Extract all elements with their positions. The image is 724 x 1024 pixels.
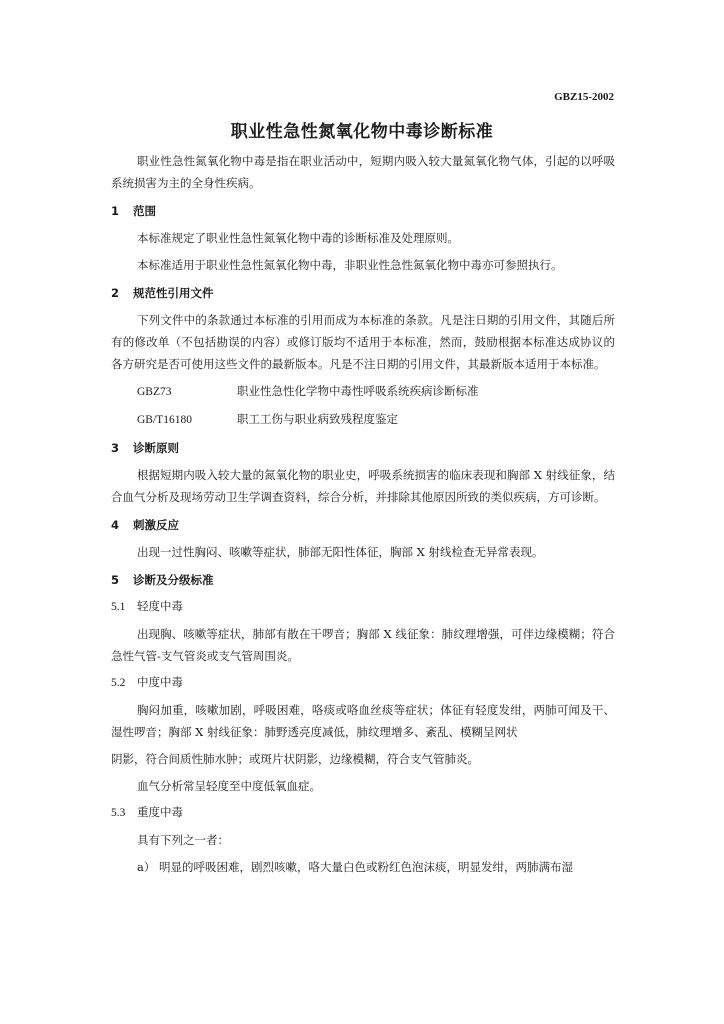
- section-number: 4: [111, 518, 120, 532]
- section-number: 5: [111, 573, 120, 587]
- subsection-title: 轻度中毒: [137, 599, 183, 613]
- section-5-heading: [111, 569, 615, 591]
- section-number: 3: [111, 441, 120, 455]
- section-1-paragraph-1: 本标准规定了职业性急性氮氧化物中毒的诊断标准及处理原则。: [137, 231, 459, 245]
- section-3-heading: [111, 437, 615, 459]
- subsection-5-2-paragraph-3: 血气分析常呈轻度至中度低氧血症。: [137, 779, 321, 793]
- section-4-paragraph-1: 出现一过性胸闷、咳嗽等症状，肺部无阳性体征，胸部 X 射线检查无异常表现。: [137, 545, 544, 559]
- reference-row: [111, 408, 615, 431]
- subsection-5-3-heading: [111, 801, 615, 824]
- page-title: 职业性急性氮氧化物中毒诊断标准: [230, 122, 494, 142]
- subsection-title: 中度中毒: [137, 675, 183, 689]
- section-2-paragraph-1: 下列文件中的条款通过本标准的引用而成为本标准的条款。凡是注日期的引用文件，其随后所有的修改单（不包括勘误的内容）或修订版均不适用于本标准，然而，鼓励根据本标准达成协议的各方研究是否可使用这些文件的最新版本。凡是不注日期的引用文件，其最新版本适用于本标准。: [111, 313, 615, 371]
- section-title: 诊断及分级标准: [133, 573, 214, 587]
- subsection-5-3-paragraph-1: 具有下列之一者：: [137, 833, 229, 847]
- list-item-text: 明显的呼吸困难，剧烈咳嗽，咯大量白色或粉红色泡沫痰，明显发绀，两肺满布湿: [159, 860, 574, 874]
- reference-code: GBZ73: [137, 386, 172, 398]
- subsection-5-2-paragraph-2: 阴影，符合间质性肺水肿；或斑片状阴影，边缘模糊，符合支气管肺炎。: [111, 752, 479, 766]
- reference-row: [111, 380, 615, 403]
- list-item-label: a）: [137, 860, 156, 874]
- reference-name: 职工工伤与职业病致残程度鉴定: [237, 412, 398, 426]
- subsection-number: 5.2: [111, 677, 126, 689]
- list-item-a: [111, 856, 615, 878]
- section-title: 诊断原则: [133, 441, 179, 455]
- section-title: 刺激反应: [133, 518, 179, 532]
- reference-code: GB/T16180: [137, 414, 192, 426]
- section-title: 范围: [133, 204, 156, 218]
- document-body: [111, 150, 615, 878]
- document-code: GBZ15-2002: [554, 91, 614, 103]
- subsection-title: 重度中毒: [137, 805, 183, 819]
- section-1-paragraph-2: 本标准适用于职业性急性氮氧化物中毒，非职业性急性氮氧化物中毒亦可参照执行。: [137, 258, 563, 272]
- subsection-5-2-paragraph-1: 胸闷加重，咳嗽加剧，呼吸困难，咯痰或咯血丝痰等症状；体征有轻度发绀，两肺可闻及干、湿性啰音；胸部 X 射线征象：肺野透亮度减低，肺纹理增多、紊乱、模糊呈网状: [111, 703, 615, 739]
- subsection-5-1-heading: [111, 595, 615, 618]
- section-number: 1: [111, 204, 120, 218]
- section-number: 2: [111, 286, 120, 300]
- section-3-paragraph-1: 根据短期内吸入较大量的氮氧化物的职业史，呼吸系统损害的临床表现和胸部 X 射线征象，结合血气分析及现场劳动卫生学调查资料，综合分析，并排除其他原因所致的类似疾病，方可诊断。: [111, 468, 615, 504]
- section-1-heading: [111, 200, 615, 222]
- section-4-heading: [111, 514, 615, 536]
- subsection-number: 5.3: [111, 807, 126, 819]
- subsection-5-1-paragraph-1: 出现胸、咳嗽等症状，肺部有散在干啰音；胸部 X 线征象：肺纹理增强，可伴边缘模糊；符合急性气管-支气管炎或支气管周围炎。: [111, 627, 615, 663]
- subsection-5-2-heading: [111, 671, 615, 694]
- subsection-number: 5.1: [111, 601, 126, 613]
- section-title: 规范性引用文件: [133, 286, 214, 300]
- section-2-heading: [111, 282, 615, 304]
- intro-paragraph: 职业性急性氮氧化物中毒是指在职业活动中，短期内吸入较大量氮氧化物气体，引起的以呼吸系统损害为主的全身性疾病。: [111, 154, 615, 190]
- reference-name: 职业性急性化学物中毒性呼吸系统疾病诊断标准: [237, 384, 479, 398]
